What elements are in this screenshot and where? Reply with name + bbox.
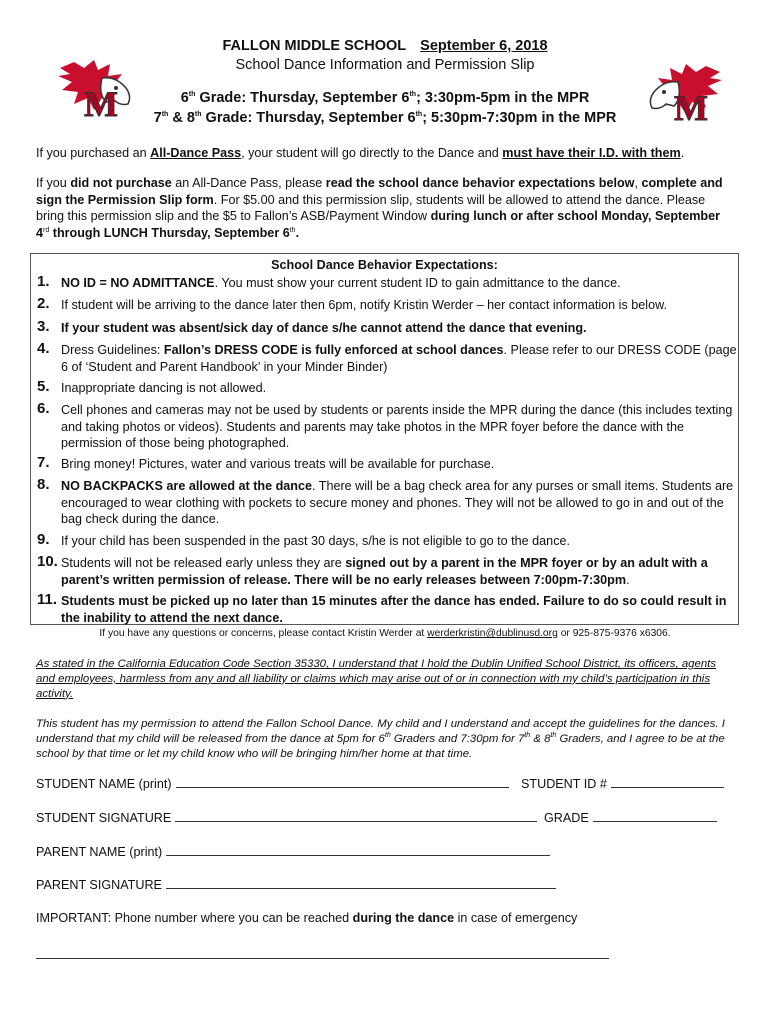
subtitle: School Dance Information and Permission Slip	[235, 57, 535, 73]
contact-line: If you have any questions or concerns, please contact Kristin Werder at werderkristin@dublinusd.org or 925-875-9376 x6306.	[99, 628, 671, 639]
grade78-schedule: 7th & 8th Grade: Thursday, September 6th; 5:30pm-7:30pm in the MPR	[153, 110, 617, 126]
student-id-input-line[interactable]	[611, 786, 724, 788]
student-name-input-line[interactable]	[176, 786, 509, 788]
grade-field[interactable]: GRADE	[544, 811, 717, 825]
grade6-schedule: 6th Grade: Thursday, September 6th; 3:30pm-5pm in the MPR	[180, 90, 590, 106]
student-signature-field[interactable]: STUDENT SIGNATURE	[36, 811, 537, 825]
school-name: FALLON MIDDLE SCHOOL	[222, 38, 407, 54]
parent-signature-field[interactable]: PARENT SIGNATURE	[36, 878, 556, 892]
student-id-field[interactable]: STUDENT ID #	[521, 777, 724, 791]
expectations-title: School Dance Behavior Expectations:	[271, 258, 498, 272]
student-name-field[interactable]: STUDENT NAME (print)	[36, 777, 509, 791]
permission-statement: This student has my permission to attend the Fallon School Dance. My child and I understand and accept the guidelines for the dances. I understand that my child will be released from the dance at 5pm for 6th Graders and 7:30pm for 7th & 8th Graders, and I agree to be at the school by that time or let my child know who will be bringing him/her home at that time.	[36, 718, 725, 760]
email-link[interactable]: werderkristin@dublinusd.org	[427, 628, 558, 639]
legal-statement: As stated in the California Education Code Section 35330, I understand that I hold the Dublin Unified School District, its officers, agents and employees, harmless from any and all liability or claims which may arise out of or in connection with my child’s participation in this activity.	[36, 658, 717, 700]
phone-instruction: IMPORTANT: Phone number where you can be reached during the dance in case of emergency	[36, 911, 578, 925]
svg-text:M: M	[674, 88, 708, 126]
parent-name-input-line[interactable]	[166, 854, 550, 856]
intro-paragraph-1: If you purchased an All-Dance Pass, your student will go directly to the Dance and must have their I.D. with them.	[36, 146, 685, 160]
grade-input-line[interactable]	[593, 820, 717, 822]
parent-signature-input-line[interactable]	[166, 887, 556, 889]
page-title	[0, 38, 770, 54]
svg-text:M: M	[84, 84, 118, 122]
phone-input-line[interactable]	[36, 958, 609, 959]
student-signature-input-line[interactable]	[175, 820, 537, 822]
expectations-box: School Dance Behavior Expectations: 1. NO ID = NO ADMITTANCE. You must show your current student ID to gain admittance to the dance. 2. If student will be arriving to the dance later then 6pm, notify Kristin Werder – her contact information is below. 3. If your student was absent/sick day of dance s/he cannot attend the dance that evening. 4. Dress Guidelines: Fallon’s DRESS CODE is fully enforced at school dances. Please refer to our DRESS CODE (page 6 of ‘Student and Parent Handbook’ in your Minder Binder) 5. Inappropriate dancing is not allowed. 6. Cell phones and cameras may not be used by students or parents inside the MPR during the dance (this includes texting and taking photos or videos). Students and parents may take photos in the MPR foyer before the dance with the permission of those being photographed. 7. Bring money! Pictures, water and various treats will be available for purchase. 8. NO BACKPACKS are allowed at the dance. There will be a bag check area for any purses or small items. Students are encouraged to wear clothing with pockets to secure money and phones. They will not be allowed to go in and out of the bag check during the dance. 9. If your child has been suspended in the past 30 days, s/he is not eligible to go to the dance. 10. Students will not be released early unless they are signed out by a parent in the MPR foyer or by an adult with a parent’s written permission of release. There will be no early releases between 7:00pm-7:30pm. 11. Students must be picked up no later than 15 minutes after the dance has ended. Failure to do so could result in the inability to attend the next dance.	[30, 253, 739, 625]
event-date: September 6, 2018	[420, 38, 548, 54]
parent-name-field[interactable]: PARENT NAME (print)	[36, 845, 550, 859]
intro-paragraph-2: If you did not purchase an All-Dance Pass, please read the school dance behavior expectations below, complete and sign the Permission Slip form. For $5.00 and this permission slip, students will be allowed to attend the dance. Please bring this permission slip and the $5 to Fallon’s ASB/Payment Window during lunch or after school Monday, September 4rd through LUNCH Thursday, September 6th.	[36, 176, 723, 240]
